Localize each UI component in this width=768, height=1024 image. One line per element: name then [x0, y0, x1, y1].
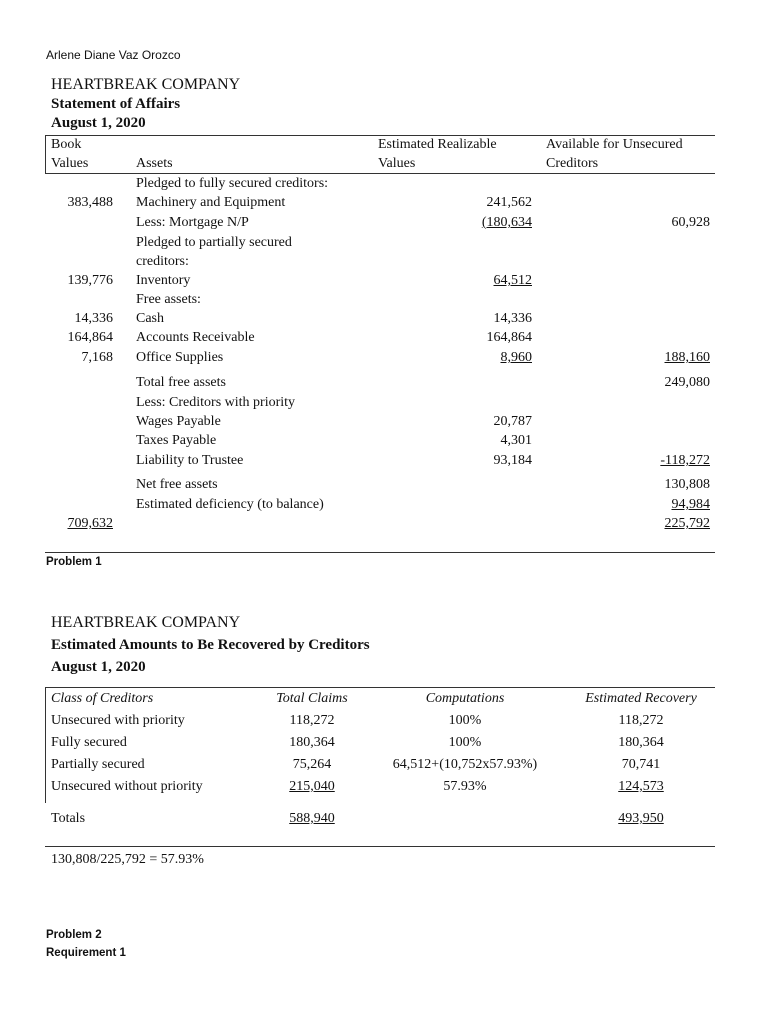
eac-row-recovery: 70,741 [621, 757, 661, 772]
soa-row-book: 14,336 [74, 311, 113, 326]
soa-row-avail: 130,808 [664, 477, 710, 492]
eac-row-claims: 118,272 [289, 713, 335, 728]
soa-row-erv: 14,336 [493, 311, 532, 326]
requirement-1-label: Requirement 1 [46, 947, 126, 959]
soa-row-label: Less: Creditors with priority [136, 395, 296, 410]
eac-company: HEARTBREAK COMPANY [51, 614, 241, 631]
soa-left-border [45, 135, 46, 174]
eac-bottom-rule [45, 846, 715, 847]
eac-header-claims: Total Claims [276, 691, 348, 706]
soa-row-avail: 249,080 [664, 375, 710, 390]
soa-row-label: Taxes Payable [136, 433, 217, 448]
problem-2-label: Problem 2 [46, 929, 102, 941]
eac-row-recovery: 118,272 [618, 713, 664, 728]
soa-header-assets: Assets [136, 156, 173, 171]
soa-row-avail: 188,160 [664, 350, 710, 365]
soa-row-book: 7,168 [81, 350, 113, 365]
soa-header-book-2: Values [51, 156, 89, 171]
soa-row-book: 383,488 [67, 195, 113, 210]
soa-row-label: Pledged to fully secured creditors: [136, 176, 329, 191]
eac-row-class: Unsecured without priority [51, 779, 203, 794]
soa-row-erv: 4,301 [500, 433, 532, 448]
eac-left-border [45, 687, 46, 803]
soa-row-label: Liability to Trustee [136, 453, 244, 468]
soa-header-avail-2: Creditors [546, 156, 599, 171]
soa-row-label: Net free assets [136, 477, 218, 492]
soa-row-book: 164,864 [67, 330, 113, 345]
soa-row-label: Office Supplies [136, 350, 224, 365]
eac-header-computations: Computations [425, 691, 505, 706]
soa-row-erv: 241,562 [486, 195, 532, 210]
eac-row-recovery: 180,364 [618, 735, 664, 750]
soa-total-book: 709,632 [67, 516, 113, 531]
problem-1-label: Problem 1 [46, 556, 102, 568]
soa-row-erv: 64,512 [493, 273, 532, 288]
soa-row-label: Machinery and Equipment [136, 195, 286, 210]
soa-header-rule [45, 173, 715, 174]
soa-row-avail: -118,272 [660, 453, 710, 468]
soa-row-avail: 94,984 [671, 497, 710, 512]
soa-title: Statement of Affairs [51, 96, 181, 112]
soa-row-avail: 60,928 [671, 215, 710, 230]
soa-top-rule [45, 135, 715, 136]
soa-row-erv: 8,960 [500, 350, 532, 365]
eac-row-class: Unsecured with priority [51, 713, 185, 728]
author-name: Arlene Diane Vaz Orozco [46, 48, 181, 62]
soa-row-label: Inventory [136, 273, 191, 288]
eac-header-recovery: Estimated Recovery [585, 691, 697, 706]
soa-row-erv: 164,864 [486, 330, 532, 345]
soa-date: August 1, 2020 [51, 115, 146, 131]
soa-row-label: creditors: [136, 254, 189, 269]
soa-row-label: Less: Mortgage N/P [136, 215, 249, 230]
eac-row-class: Fully secured [51, 735, 127, 750]
eac-top-rule [45, 687, 715, 688]
soa-row-label: Accounts Receivable [136, 330, 255, 345]
eac-row-claims: 215,040 [289, 779, 335, 794]
soa-row-label: Pledged to partially secured [136, 235, 292, 250]
soa-row-book: 139,776 [67, 273, 113, 288]
soa-header-erv-1: Estimated Realizable [378, 137, 497, 152]
soa-header-avail-1: Available for Unsecured [546, 137, 683, 152]
eac-title: Estimated Amounts to Be Recovered by Creditors [51, 637, 370, 653]
soa-total-avail: 225,792 [664, 516, 710, 531]
soa-row-label: Cash [136, 311, 164, 326]
eac-row-claims: 180,364 [289, 735, 335, 750]
eac-date: August 1, 2020 [51, 659, 146, 675]
soa-row-label: Estimated deficiency (to balance) [136, 497, 324, 512]
eac-header-class: Class of Creditors [51, 691, 154, 706]
eac-row-recovery: 124,573 [618, 779, 664, 794]
eac-note: 130,808/225,792 = 57.93% [51, 852, 204, 867]
soa-row-erv: 93,184 [493, 453, 532, 468]
eac-row-class: Partially secured [51, 757, 145, 772]
eac-row-computation: 64,512+(10,752x57.93%) [392, 757, 538, 772]
soa-row-label: Free assets: [136, 292, 201, 307]
eac-totals-recovery: 493,950 [618, 811, 664, 826]
eac-row-claims: 75,264 [292, 757, 332, 772]
eac-row-computation: 100% [448, 735, 482, 750]
eac-row-computation: 57.93% [443, 779, 487, 794]
soa-row-label: Wages Payable [136, 414, 221, 429]
soa-row-erv: (180,634 [481, 215, 532, 230]
soa-company: HEARTBREAK COMPANY [51, 76, 241, 93]
eac-row-computation: 100% [448, 713, 482, 728]
soa-row-label: Total free assets [136, 375, 226, 390]
soa-header-erv-2: Values [378, 156, 416, 171]
soa-bottom-rule [45, 552, 715, 553]
soa-header-book-1: Book [51, 137, 82, 152]
eac-totals-label: Totals [51, 811, 86, 826]
eac-totals-claims: 588,940 [289, 811, 335, 826]
soa-row-erv: 20,787 [493, 414, 532, 429]
